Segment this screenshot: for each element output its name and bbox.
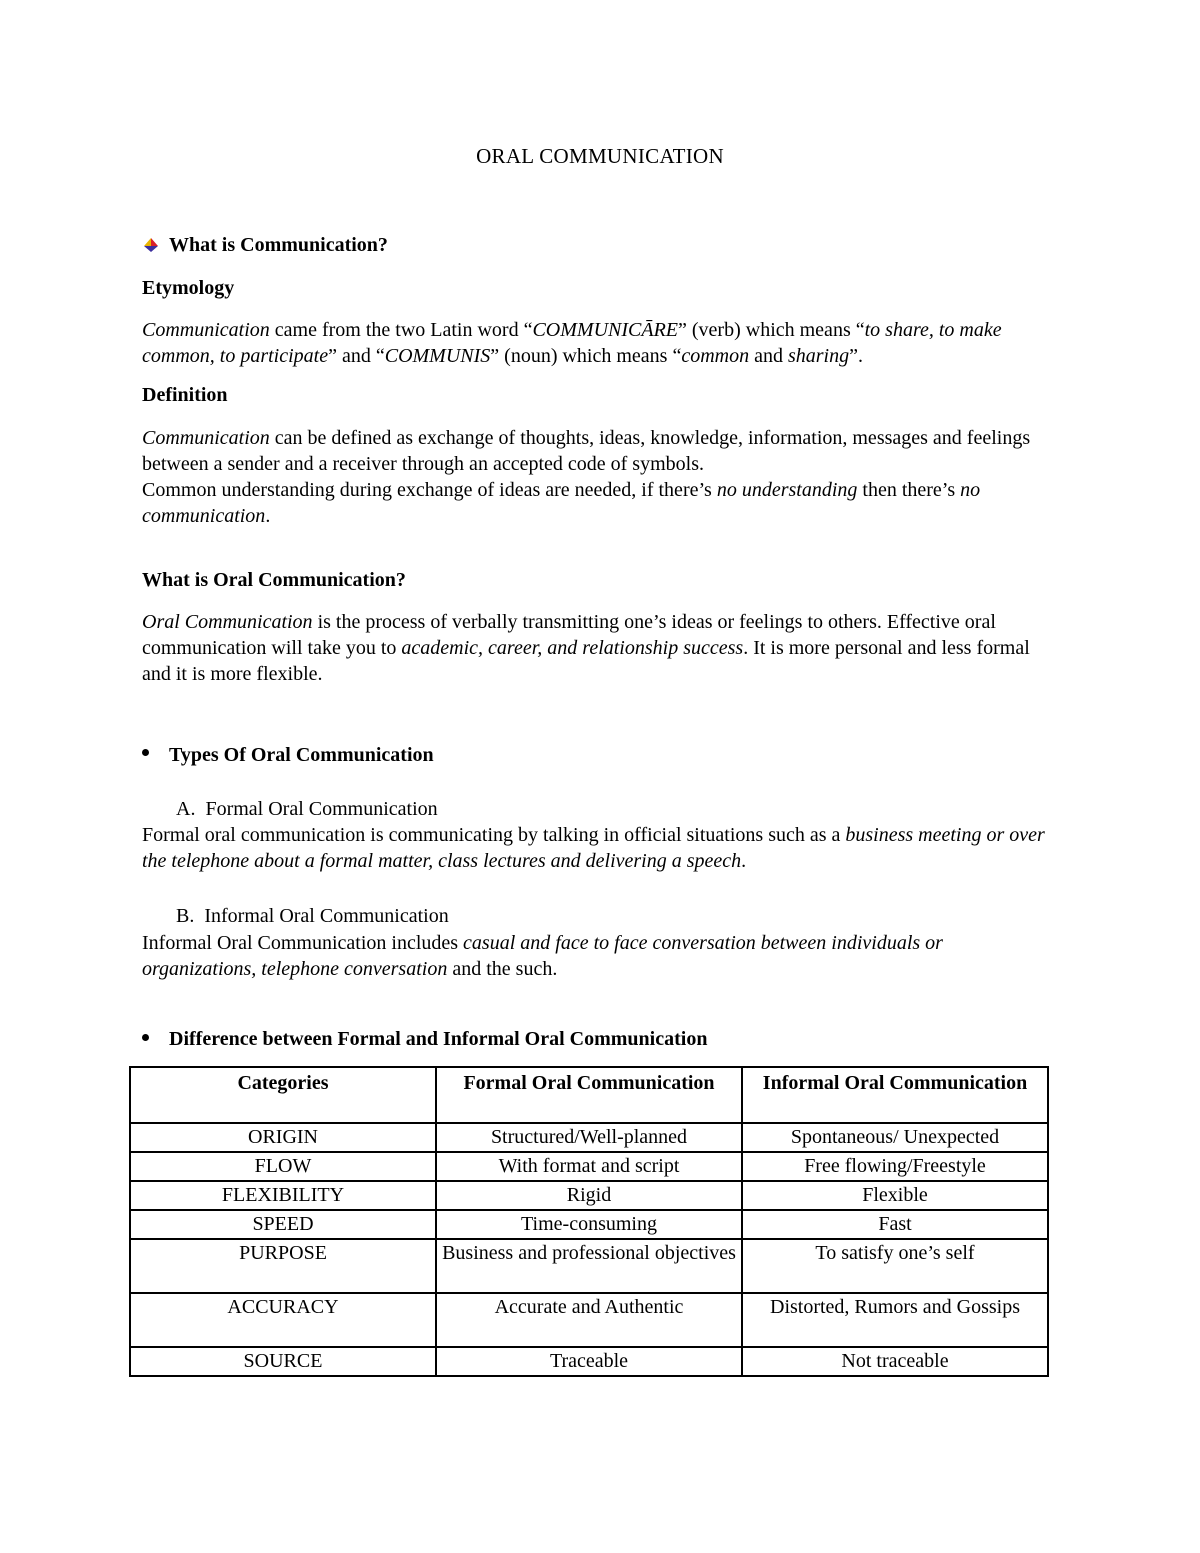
arrow-bullet-icon (141, 235, 161, 255)
heading-difference-table: Difference between Formal and Informal Oral Communication (169, 1028, 708, 1050)
table-cell: PURPOSE (130, 1239, 436, 1293)
oral-communication-paragraph: Oral Communication is the process of verbally transmitting one’s ideas or feelings to others. Effective oral communication will take you to academic, career, and relationship success. It is more personal and less formal and it is more flexible. (142, 611, 1030, 685)
bullet-dot-icon (142, 749, 149, 756)
table-cell: FLOW (130, 1152, 436, 1181)
table-cell: Structured/Well-planned (436, 1123, 742, 1152)
table-cell: Fast (742, 1210, 1048, 1239)
table-cell: Spontaneous/ Unexpected (742, 1123, 1048, 1152)
table-row (130, 1347, 1048, 1376)
table-cell: Business and professional objectives (436, 1239, 742, 1293)
table-cell: FLEXIBILITY (130, 1181, 436, 1210)
page-title: ORAL COMMUNICATION (476, 144, 724, 168)
table-cell: Accurate and Authentic (436, 1293, 742, 1347)
heading-etymology: Etymology (142, 277, 235, 299)
table-cell: To satisfy one’s self (742, 1239, 1048, 1293)
heading-what-is-communication: What is Communication? (169, 234, 388, 256)
table-header-row (130, 1067, 1048, 1123)
table-cell: With format and script (436, 1152, 742, 1181)
table-header-cell: Categories (130, 1067, 436, 1123)
table-row (130, 1210, 1048, 1239)
heading-what-is-oral-communication: What is Oral Communication? (142, 569, 406, 591)
table-cell: Distorted, Rumors and Gossips (742, 1293, 1048, 1347)
table-header-cell: Informal Oral Communication (742, 1067, 1048, 1123)
heading-definition: Definition (142, 384, 228, 406)
formal-paragraph: Formal oral communication is communicating by talking in official situations such as a business meeting or over the telephone about a formal matter, class lectures and delivering a speech. (142, 824, 1045, 872)
heading-types-of-oral-communication: Types Of Oral Communication (169, 744, 434, 766)
table-cell: Rigid (436, 1181, 742, 1210)
etymology-term: Communication (142, 319, 270, 341)
table-cell: ACCURACY (130, 1293, 436, 1347)
definition-paragraph: Communication can be defined as exchange of thoughts, ideas, knowledge, information, messages and feelings between a sender and a receiver through an accepted code of symbols. Common understanding during exchange of ideas are needed, if there’s no understanding then there’s no communication. (142, 427, 1031, 527)
table-row (130, 1239, 1048, 1293)
table-cell: Flexible (742, 1181, 1048, 1210)
table-cell: Time-consuming (436, 1210, 742, 1239)
table-row (130, 1152, 1048, 1181)
table-cell: SPEED (130, 1210, 436, 1239)
table-cell: Not traceable (742, 1347, 1048, 1376)
list-item-informal: B. Informal Oral Communication (176, 905, 449, 927)
comparison-table (129, 1066, 1049, 1377)
informal-paragraph: Informal Oral Communication includes casual and face to face conversation between individuals or organizations, telephone conversation and the such. (142, 932, 943, 980)
table-cell: Free flowing/Freestyle (742, 1152, 1048, 1181)
bullet-dot-icon (142, 1034, 149, 1041)
table-row (130, 1123, 1048, 1152)
table-cell: ORIGIN (130, 1123, 436, 1152)
table-cell: Traceable (436, 1347, 742, 1376)
table-row (130, 1293, 1048, 1347)
etymology-paragraph: Communication came from the two Latin word “COMMUNICĀRE” (verb) which means “to share, to make common, to participate” and “COMMUNIS” (noun) which means “common and sharing”. (142, 319, 1002, 367)
table-cell: SOURCE (130, 1347, 436, 1376)
list-item-formal: A. Formal Oral Communication (176, 798, 438, 820)
table-header-cell: Formal Oral Communication (436, 1067, 742, 1123)
table-row (130, 1181, 1048, 1210)
